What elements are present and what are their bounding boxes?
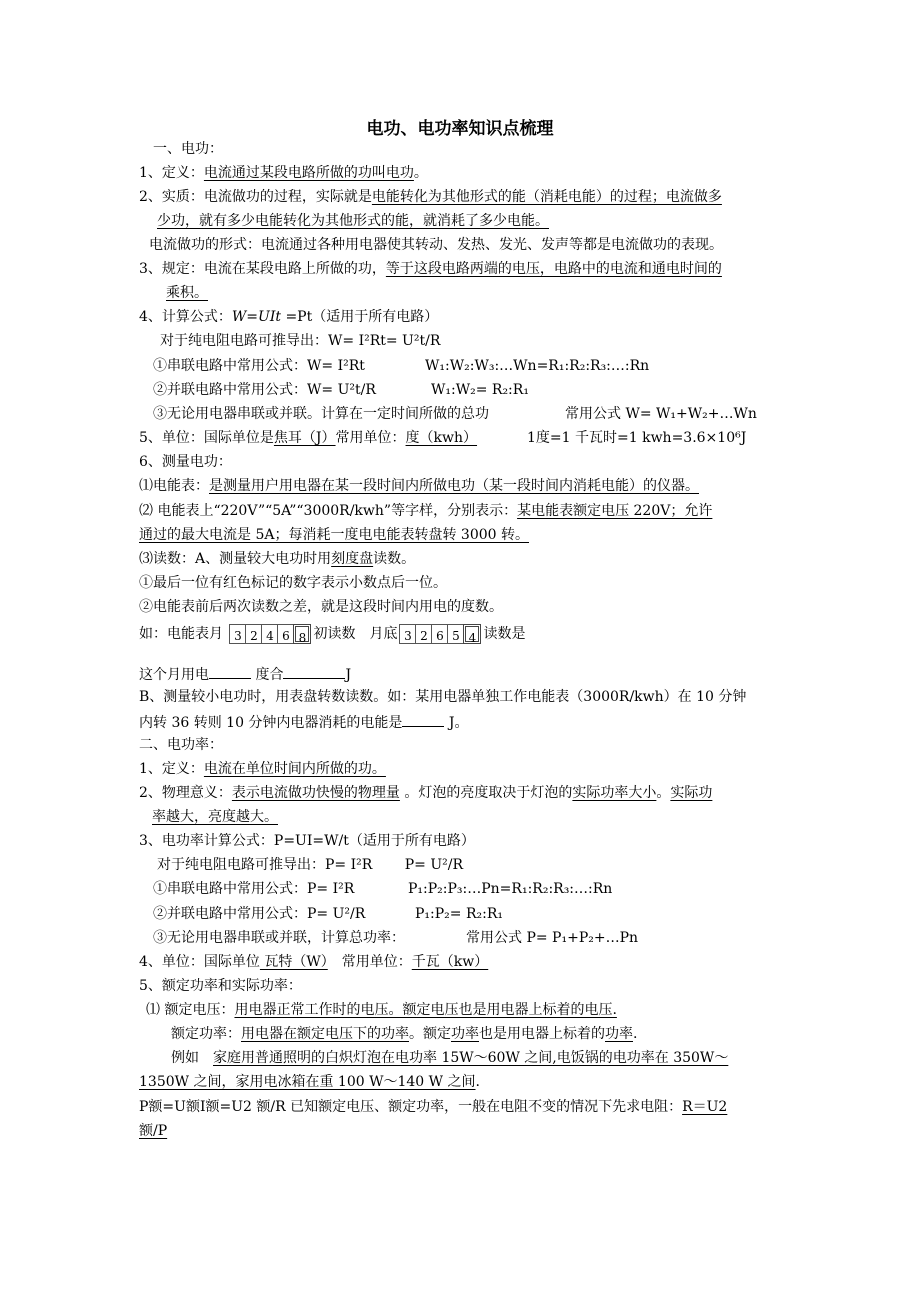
meter-example-line: 如：电能表月 3 2 4 6 8 初读数 月底 3 2 6 5 4 读数是 bbox=[139, 626, 526, 645]
power-unit-line: 4、单位：国际单位 瓦特（W） 常用单位：千瓦（kw） bbox=[139, 954, 489, 970]
meter-spec-line-2: 通过的最大电流是 5A；每消耗一度电电能表转盘转 3000 转。 bbox=[139, 527, 529, 543]
measure-heading: 6、测量电功： bbox=[139, 454, 232, 470]
monthly-usage-line: 这个月用电 度合 J bbox=[139, 664, 351, 684]
rule-line-1: 3、规定：电流在某段电路上所做的功，等于这段电路两端的电压，电路中的电流和通电时间的 bbox=[139, 261, 722, 277]
section-heading-electric-power: 二、电功率： bbox=[139, 737, 223, 753]
energy-blank[interactable] bbox=[402, 712, 444, 727]
work-forms-line: 电流做功的形式：电流通过各种用电器使其转动、发热、发光、发声等都是电流做功的表现。 bbox=[149, 237, 723, 253]
reading-line: ⑶读数：A、测量较大电功时用刻度盘读数。 bbox=[139, 551, 416, 567]
power-formula-line: 3、电功率计算公式：P=UI=W/t（适用于所有电路） bbox=[139, 833, 475, 849]
power-series-line: ①串联电路中常用公式：P= I²R P₁:P₂:P₃:…Pn=R₁:R₂:R₃:…:Rn bbox=[153, 881, 613, 897]
power-total-line: ③无论用电器串联或并联，计算总功率： 常用公式 P= P₁+P₂+…Pn bbox=[153, 930, 639, 946]
reading-note-2: ②电能表前后两次读数之差，就是这段时间内用电的度数。 bbox=[139, 599, 503, 615]
end-meter-reading: 3 2 6 5 4 bbox=[399, 624, 481, 644]
section-heading-electric-work: 一、电功： bbox=[153, 141, 223, 157]
resistance-formula-line-2: 额/P bbox=[139, 1123, 168, 1139]
unit-line: 5、单位：国际单位是焦耳（J）常用单位：度（kwh） 1度=1 千瓦时=1 kwh=3.6×10⁶J bbox=[139, 430, 747, 446]
small-work-line-2: 内转 36 转则 10 分钟内电器消耗的电能是 J。 bbox=[139, 712, 469, 732]
rule-line-2: 乘积。 bbox=[166, 285, 208, 301]
resistance-formula-line-1: P额=U额I额=U2 额/R 已知额定电压、额定功率，一般在电阻不变的情况下先求电阻：R＝U2 bbox=[139, 1099, 728, 1115]
example-line-1: 例如 家庭用普通照明的白炽灯泡在电功率 15W～60W 之间,电饭锅的电功率在 350W～ bbox=[171, 1050, 729, 1066]
definition-line: 1、定义：电流通过某段电路所做的功叫电功。 bbox=[139, 165, 428, 181]
formula-line: 4、计算公式：W=UIt =Pt（适用于所有电路） bbox=[139, 309, 439, 325]
power-pure-resistance-line: 对于纯电阻电路可推导出：P= I²R P= U²/R bbox=[157, 857, 464, 873]
physical-meaning-line-2: 率越大，亮度越大。 bbox=[152, 809, 278, 825]
definition-text: 电流通过某段电路所做的功叫电功 bbox=[203, 165, 414, 181]
essence-line-1: 2、实质：电流做功的过程，实际就是电能转化为其他形式的能（消耗电能）的过程；电流做多 bbox=[139, 189, 722, 205]
physical-meaning-line-1: 2、物理意义：表示电流做功快慢的物理量 。灯泡的亮度取决于灯泡的实际功率大小。实际功 bbox=[139, 785, 713, 801]
pure-resistance-line: 对于纯电阻电路可推导出：W= I²Rt= U²t/R bbox=[160, 333, 441, 349]
essence-line-2: 少功，就有多少电能转化为其他形式的能，就消耗了多少电能。 bbox=[157, 213, 549, 229]
series-formula-line: ①串联电路中常用公式：W= I²Rt W₁:W₂:W₃:…Wn=R₁:R₂:R₃:…:Rn bbox=[153, 358, 650, 374]
power-definition-line: 1、定义：电流在单位时间内所做的功。 bbox=[139, 761, 386, 777]
example-line-2: 1350W 之间，家用电冰箱在重 100 W～140 W 之间. bbox=[139, 1074, 480, 1090]
reading-note-1: ①最后一位有红色标记的数字表示小数点后一位。 bbox=[139, 575, 447, 591]
rated-heading: 5、额定功率和实际功率： bbox=[139, 978, 302, 994]
small-work-line-1: B、测量较小电功时，用表盘转数读数。如：某用电器单独工作电能表（3000R/kwh）在 10 分钟 bbox=[139, 689, 747, 705]
rated-power-line: 额定功率：用电器在额定电压下的功率。额定功率也是用电器上标着的功率. bbox=[171, 1026, 638, 1042]
parallel-formula-line: ②并联电路中常用公式：W= U²t/R W₁:W₂= R₂:R₁ bbox=[153, 382, 529, 398]
rated-voltage-line: ⑴ 额定电压：用电器正常工作时的电压。额定电压也是用电器上标着的电压. bbox=[146, 1002, 617, 1018]
usage-joule-blank[interactable] bbox=[283, 664, 345, 679]
power-parallel-line: ②并联电路中常用公式：P= U²/R P₁:P₂= R₂:R₁ bbox=[153, 906, 503, 922]
start-meter-reading: 3 2 4 6 8 bbox=[229, 624, 311, 644]
total-work-line: ③无论用电器串联或并联。计算在一定时间所做的总功 常用公式 W= W₁+W₂+…Wn bbox=[153, 406, 757, 422]
meter-definition-line: ⑴电能表：是测量用户用电器在某一段时间内所做电功（某一段时间内消耗电能）的仪器。 bbox=[139, 478, 699, 494]
page-title: 电功、电功率知识点梳理 bbox=[366, 119, 554, 139]
usage-kwh-blank[interactable] bbox=[209, 664, 251, 679]
meter-spec-line-1: ⑵ 电能表上“220V”“5A”“3000R/kwh”等字样，分别表示：某电能表额定电压 220V；允许 bbox=[139, 503, 713, 519]
